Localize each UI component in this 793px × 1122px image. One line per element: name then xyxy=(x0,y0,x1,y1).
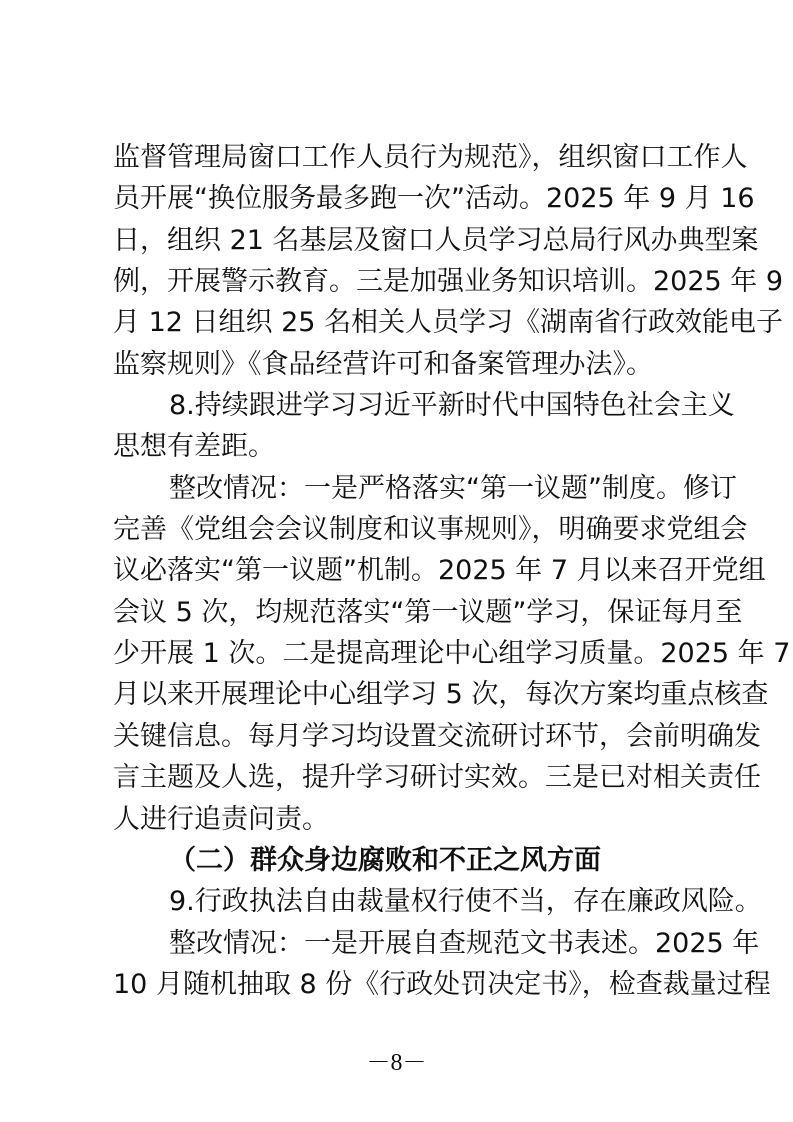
paragraph-line: 员开展“换位服务最多跑一次”活动。2025 年 9 月 16 xyxy=(113,183,755,215)
paragraph-line: 监察规则》《食品经营许可和备案管理办法》。 xyxy=(113,348,653,380)
paragraph-line: 会议 5 次，均规范落实“第一议题”学习，保证每月至 xyxy=(113,596,743,628)
paragraph-line: 议必落实“第一议题”机制。2025 年 7 月以来召开党组 xyxy=(113,555,766,587)
paragraph-line: 10 月随机抽取 8 份《行政处罚决定书》，检查裁量过程 xyxy=(113,968,771,1000)
document-body xyxy=(113,137,791,1005)
paragraph-line: 言主题及人选，提升学习研讨实效。三是已对相关责任 xyxy=(113,762,761,794)
paragraph-line: 日，组织 21 名基层及窗口人员学习总局行风办典型案 xyxy=(113,224,759,256)
paragraph-line: 整改情况：一是开展自查规范文书表述。2025 年 xyxy=(169,927,760,959)
item-heading: 8.持续跟进学习习近平新时代中国特色社会主义 xyxy=(169,390,735,422)
paragraph-line: 人进行追责问责。 xyxy=(113,803,329,835)
paragraph-line: 月以来开展理论中心组学习 5 次，每次方案均重点核查 xyxy=(113,679,769,711)
item-heading: 思想有差距。 xyxy=(113,431,275,463)
page-number: －8－ xyxy=(366,1050,427,1076)
paragraph-line: 关键信息。每月学习均设置交流研讨环节，会前明确发 xyxy=(113,720,761,752)
paragraph-line: 监督管理局窗口工作人员行为规范》，组织窗口工作人 xyxy=(113,142,748,173)
item-heading: 9.行政执法自由裁量权行使不当，存在廉政风险。 xyxy=(169,886,762,918)
paragraph-line: 少开展 1 次。二是提高理论中心组学习质量。2025 年 7 xyxy=(113,638,791,670)
paragraph-line: 月 12 日组织 25 名相关人员学习《湖南省行政效能电子 xyxy=(113,307,784,339)
paragraph-line: 整改情况：一是严格落实“第一议题”制度。修订 xyxy=(169,472,737,504)
paragraph-line: 例，开展警示教育。三是加强业务知识培训。2025 年 9 xyxy=(113,266,784,298)
section-heading: （二）群众身边腐败和不正之风方面 xyxy=(169,844,601,876)
paragraph-line: 完善《党组会会议制度和议事规则》，明确要求党组会 xyxy=(113,514,748,546)
